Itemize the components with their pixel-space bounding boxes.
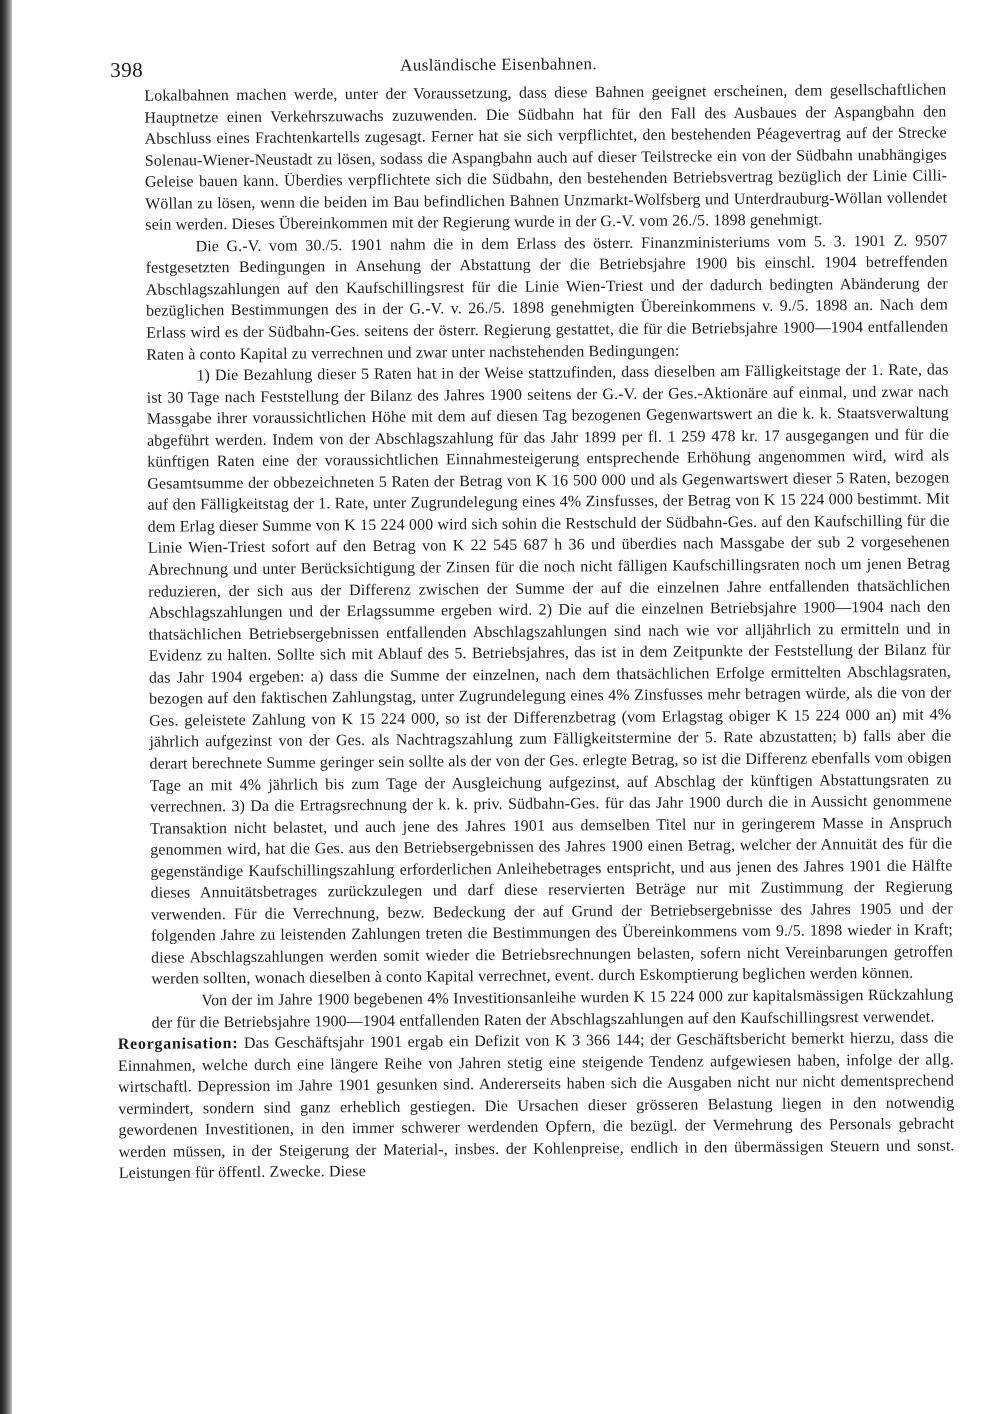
paragraph-continuation: Lokalbahnen machen werde, unter der Voraussetzung, dass diese Bahnen geeignet erscheinen, dem gesellschaftlichen Hauptnetze einen Verkehrszuwachs zuzuwenden. Die Südbahn hat für den Fall des Ausbaues der Aspangbahn den Abschluss eines Frachtenkartells zugesagt. Ferner hat sie sich verpflichtet, den bestehenden Péagevertrag auf der Strecke Solenau-Wiener-Neustadt zu lösen, sodass die Aspangbahn auch auf dieser Teilstrecke ein von der Südbahn unabhängiges Geleise bauen kann. Überdies verpflichtete sich die Südbahn, den bestehenden Betriebsvertrag bezüglich der Linie Cilli-Wöllan zu lösen, wenn die beiden im Bau befindlichen Bahnen Unzmarkt-Wolfsberg und Unterdrauburg-Wöllan vollendet sein werden. Dieses Übereinkommen mit der Regierung wurde in der G.-V. vom 26./5. 1898 genehmigt. (144, 81, 948, 235)
running-title: Ausländische Eisenbahnen. (400, 54, 598, 75)
paragraph-reorganisation (118, 1027, 955, 1184)
paragraph-gv-1901: Die G.-V. vom 30./5. 1901 nahm die in dem Erlass des österr. Finanzministeriums vom 5. 3. 1901 Z. 9507 festgesetzten Bedingungen in Ansehung der Abstattung der die Betriebsjahre 1900 bis einschl. 1904 betreffenden Abschlagszahlungen auf den Kaufschillingsrest für die Linie Wien-Triest und der dadurch bedingten Abänderung der bezüglichen Bestimmungen des in der G.-V. v. 26./5. 1898 genehmigten Übereinkommens v. 9./5. 1898 an. Nach dem Erlass wird es der Südbahn-Ges. seitens der österr. Regierung gestattet, die für die Betriebsjahre 1900—1904 entfallenden Raten à conto Kapital zu verrechnen und zwar unter nachstehenden Bedingungen: (145, 232, 949, 364)
reorganisation-heading: Reorganisation: (117, 1035, 239, 1054)
page-number: 398 (110, 57, 144, 82)
paragraph-investment-loan: Von der im Jahre 1900 begebenen 4% Investitionsanleihe wurden K 15 224 000 zur kapitalsmässigen Rückzahlung der für die Betriebsjahre 1900—1904 entfallenden Raten der Abschlagszahlungen auf den Kaufschillingsrest verwendet. (151, 986, 954, 1032)
book-page (110, 45, 957, 1402)
reorganisation-text: Das Geschäftsjahr 1901 ergab ein Defizit von K 3 366 144; der Geschäftsbericht bemerkt hierzu, dass die Einnahmen, welche durch eine längere Reihe von Jahren stetig eine steigende Tendenz aufgewiesen haben, infolge der allg. wirtschaftl. Depression im Jahre 1901 gesunken sind. Andererseits haben sich die Ausgaben nicht nur nicht dementsprechend vermindert, sondern sind ganz erheblich gestiegen. Die Ursachen dieser grösseren Belastung liegen in den notwendig gewordenen Investitionen, in den immer schwerer werdenden Opfern, die bezügl. der Vermehrung des Personals gebracht werden müssen, in der Steigerung der Material-, insbes. der Kohlenpreise, endlich in den übermässigen Steuern und sonst. Leistungen für öffentl. Zwecke. Diese (117, 1029, 955, 1183)
scan-shadow-edge (0, 0, 12, 1414)
body-text (110, 79, 955, 1184)
paragraph-conditions: 1) Die Bezahlung dieser 5 Raten hat in der Weise stattzufinden, dass dieselben am Fälligkeitstage der 1. Rate, das ist 30 Tage nach Feststellung der Bilanz des Jahres 1900 seitens der G.-V. der Ges.-Aktionäre auf einmal, und zwar nach Massgabe ihrer voraussichtlichen Höhe mit dem auf diesen Tag bezogenen Gegenwartswert an die k. k. Staatsverwaltung abgeführt werden. Indem von der Abschlagszahlung für das Jahr 1899 per fl. 1 259 478 kr. 17 ausgegangen und für die künftigen Raten eine der voraussichtlichen Einnahmesteigerung entsprechende Erhöhung angenommen wird, wird als Gesamtsumme der obbezeichneten 5 Raten der Betrag von K 16 500 000 und als Gegenwartswert dieser 5 Raten, bezogen auf den Fälligkeitstag der 1. Rate, unter Zugrundelegung eines 4% Zinsfusses, der Betrag von K 15 224 000 bestimmt. Mit dem Erlag dieser Summe von K 15 224 000 wird sich sohin die Restschuld der Südbahn-Ges. auf den Kaufschilling für die Linie Wien-Triest sofort auf den Betrag von K 22 545 687 h 36 und überdies nach Massgabe der sub 2 vorgesehenen Abrechnung und unter Berücksichtigung der Zinsen für die noch nicht fälligen Kaufschillingsraten noch um jenen Betrag reduzieren, der sich aus der Differenz zwischen der Summe der auf die einzelnen Jahre entfallenden thatsächlichen Abschlagszahlungen und der Erlagssumme ergeben wird. 2) Die auf die einzelnen Betriebsjahre 1900—1904 nach den thatsächlichen Betriebsergebnissen entfallenden Abschlagszahlungen sind nach wie vor alljährlich zu ermitteln und in Evidenz zu halten. Sollte sich mit Ablauf des 5. Betriebsjahres, das ist in dem Zeitpunkte der Feststellung der Bilanz für das Jahr 1904 ergeben: a) dass die Summe der einzelnen, nach dem thatsächlichen Erfolge ermittelten Abschlagsraten, bezogen auf den faktischen Zahlungstag, unter Zugrundelegung eines 4% Zinsfusses mehr betragen würde, als die von der Ges. geleistete Zahlung von K 15 224 000, so ist der Differenzbetrag (vom Erlagstag obiger K 15 224 000 an) mit 4% jährlich aufgezinst von der Ges. als Nachtragszahlung zum Fälligkeitstermine der 5. Rate abzustatten; b) falls aber die derart berechnete Summe geringer sein sollte als der von der Ges. erlegte Betrag, so ist die Differenz ebenfalls vom obigen Tage an mit 4% jährlich bis zum Tage der Ausgleichung aufgezinst, auf Abschlag der künftigen Abstattungsraten zu verrechnen. 3) Da die Ertragsrechnung der k. k. priv. Südbahn-Ges. für das Jahr 1900 durch die in Aussicht genommene Transaktion nicht belastet, und auch jene des Jahres 1901 aus demselben Titel nur in geringerem Masse in Anspruch genommen wird, hat die Ges. aus den Betriebsergebnissen des Jahres 1900 einen Betrag, welcher der Annuität des für die gegenständige Kaufschillingszahlung erforderlichen Anleihebetrages entspricht, und aus jenen des Jahres 1901 die Hälfte dieses Annuitätsbetrages zurückzulegen und darf diese reservierten Beträge nur mit Zustimmung der Regierung verwenden. Für die Verrechnung, bezw. Bedeckung der auf Grund der Betriebsergebnisse des Jahres 1905 und der folgenden Jahre zu leistenden Zahlungen treten die Bestimmungen des Übereinkommens vom 9./5. 1898 wieder in Kraft; diese Abschlagszahlungen werden somit wieder die Betriebsrechnungen belasten, sofern nicht Vereinbarungen getroffen werden sollten, wonach dieselben à conto Kapital verrechnet, event. durch Eskomptierung beglichen werden können. (146, 361, 954, 989)
page-header (110, 45, 946, 86)
